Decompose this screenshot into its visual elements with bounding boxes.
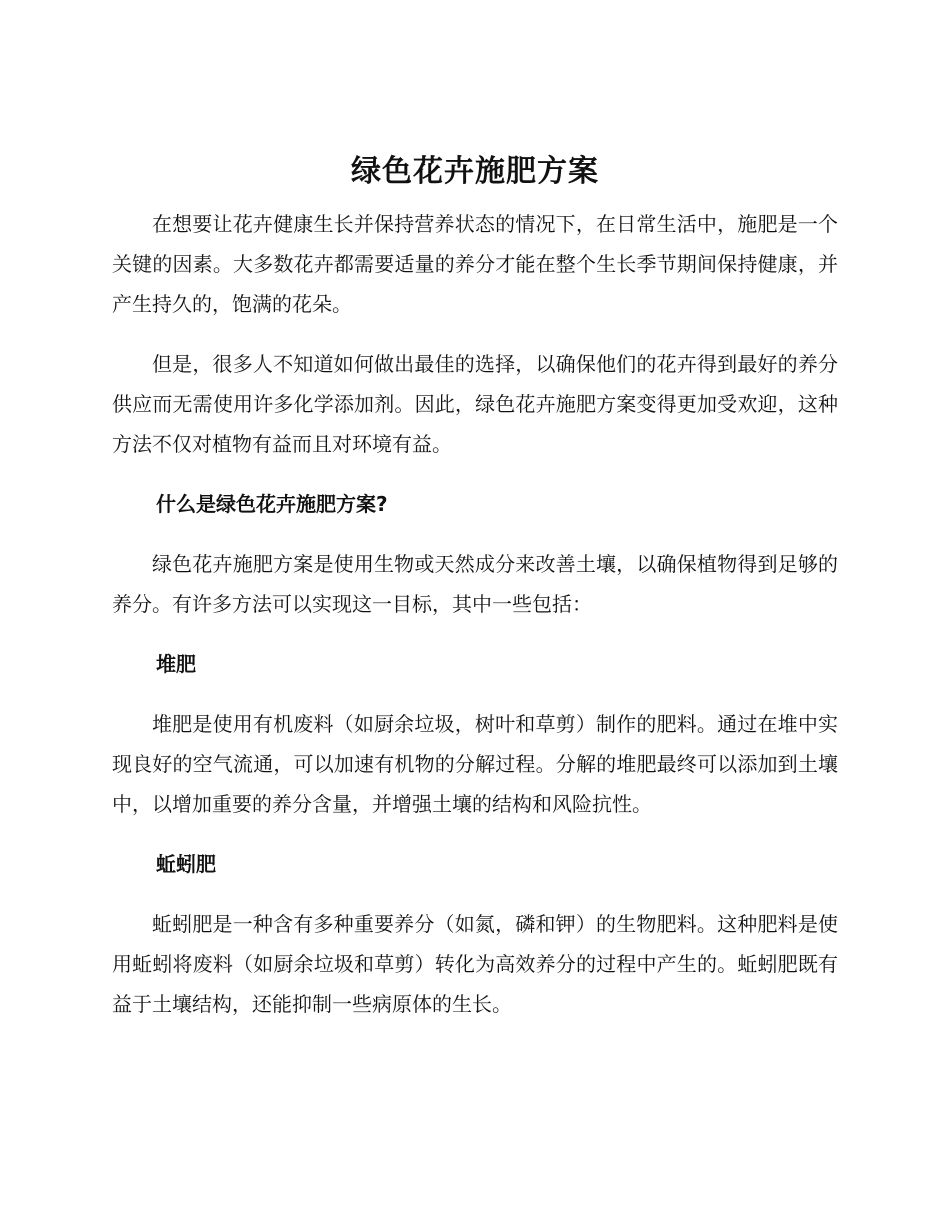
section-paragraph-vermicompost: 蚯蚓肥是一种含有多种重要养分（如氮，磷和钾）的生物肥料。这种肥料是使用蚯蚓将废料（如厨余垃圾和草剪）转化为高效养分的过程中产生的。蚯蚓肥既有益于土壤结构，还能抑制一些病原体的生长。 (112, 912, 838, 1016)
document-body (112, 148, 838, 1044)
section-paragraph-what: 绿色花卉施肥方案是使用生物或天然成分来改善土壤，以确保植物得到足够的养分。有许多方法可以实现这一目标，其中一些包括： (112, 552, 838, 616)
section-heading-what: 什么是绿色花卉施肥方案? (156, 492, 388, 516)
section-heading-vermicompost: 蚯蚓肥 (156, 852, 216, 876)
document-title: 绿色花卉施肥方案 (351, 154, 599, 189)
section-heading-compost: 堆肥 (156, 652, 196, 676)
section-paragraph-compost: 堆肥是使用有机废料（如厨余垃圾，树叶和草剪）制作的肥料。通过在堆中实现良好的空气流通，可以加速有机物的分解过程。分解的堆肥最终可以添加到土壤中，以增加重要的养分含量，并增强土壤的结构和风险抗性。 (112, 712, 838, 816)
intro-paragraph-2: 但是，很多人不知道如何做出最佳的选择，以确保他们的花卉得到最好的养分供应而无需使用许多化学添加剂。因此，绿色花卉施肥方案变得更加受欢迎，这种方法不仅对植物有益而且对环境有益。 (112, 352, 838, 456)
intro-paragraph-1: 在想要让花卉健康生长并保持营养状态的情况下，在日常生活中，施肥是一个关键的因素。大多数花卉都需要适量的养分才能在整个生长季节期间保持健康，并产生持久的，饱满的花朵。 (112, 212, 838, 316)
